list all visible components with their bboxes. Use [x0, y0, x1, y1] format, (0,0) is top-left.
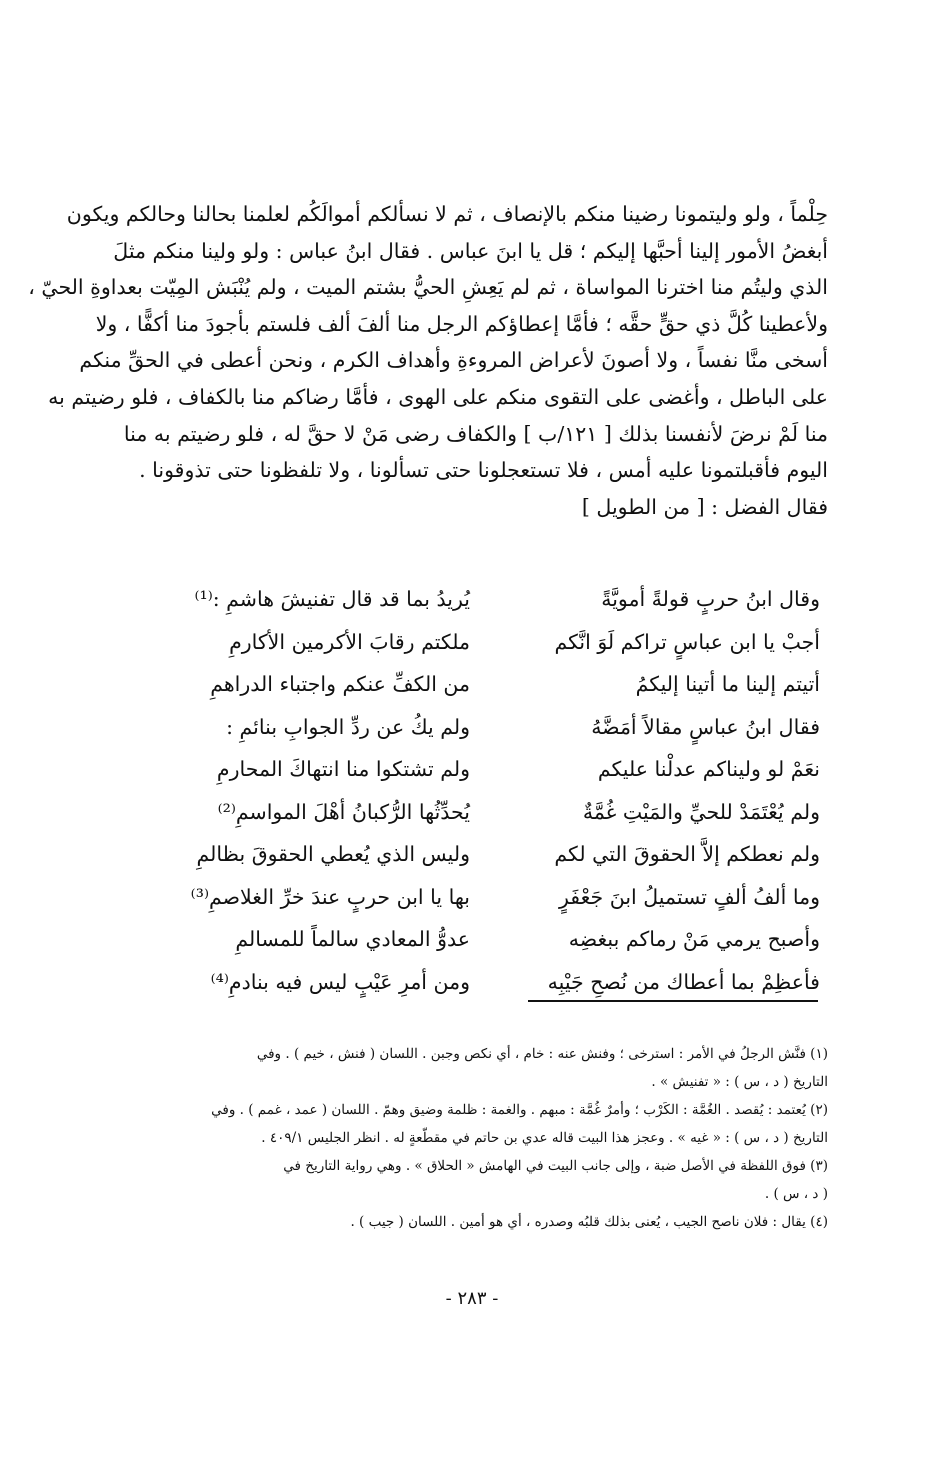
verse-second-hemistich: عدوُّ المعادي سالماً للمسالمِ	[235, 927, 470, 951]
verse-first-hemistich: أتيتم إلينا ما أتينا إليكمُ	[635, 672, 820, 696]
verse-first-hemistich: وقال ابنُ حربٍ قولةً أمويَّةً	[601, 587, 820, 611]
verse-row	[180, 961, 820, 1004]
verse-second-hemistich: ومن أمرِ عَيْبٍ ليس فيه بنادمِ⁽⁴⁾	[210, 969, 470, 994]
prose-line: أبغضُ الأمور إلينا أحبَّها إليكم ؛ قل يا ابنَ عباس . فقال ابنُ عباس : ولو ولينا منكم مثلَ	[113, 238, 828, 263]
verse-row	[180, 663, 820, 706]
prose-line: ولأعطينا كُلَّ ذي حقٍّ حقَّه ؛ فأمَّا إعطاؤكم الرجل منا ألفَ ألف فلستم بأجودَ منا أكفًّا ، ولا	[95, 311, 828, 336]
verse-row	[180, 876, 820, 919]
verse-row	[180, 578, 820, 621]
page-number: - ٢٨٣ -	[445, 1288, 499, 1309]
prose-line: اليوم فأقبلتمونا عليه أمس ، فلا تستعجلونا حتى تسألونا ، ولا تلفظونا حتى تذوقونا .	[139, 458, 828, 483]
verse-second-hemistich: من الكفِّ عنكم واجتباء الدراهمِ	[210, 672, 470, 696]
verse-row	[180, 621, 820, 664]
verse-second-hemistich: ولم يكُ عن ردِّ الجوابِ بنائمِ :	[226, 714, 470, 739]
verse-second-hemistich: يُريدُ بما قد قال تفنيشَ هاشمِ :⁽¹⁾	[194, 587, 470, 611]
footnote-line: (٢) يُعتمد : يُقصد . الغُمَّة : الكَرْب ؛ وأمرٌ غُمَّة : مبهم . والغمة : ظلمة وضيق وهمّ . اللسان ( عمد ، غمم ) . وفي	[211, 1102, 828, 1118]
prose-paragraph	[28, 196, 828, 525]
verse-row	[180, 918, 820, 961]
footnote-line: ( د ، س ) .	[764, 1186, 828, 1202]
verse-first-hemistich: فأعظِمْ بما أعطاك من نُصحِ جَيْبِه	[547, 969, 820, 994]
verse-row	[180, 791, 820, 834]
verse-first-hemistich: ولم نعطكم إلاَّ الحقوقَ التي لكم	[554, 842, 820, 866]
prose-line: الذي وليتُم منا اخترنا المواساة ، ثم لم يَعِشِ الحيُّ بشتم الميت ، ولم يُنْبَش المِيّت بعداوةِ الحيّ ،	[28, 275, 828, 300]
poem	[180, 578, 820, 1003]
verse-first-hemistich: فقال ابنُ عباسٍ مقالاً أمَضَّهُ	[591, 714, 820, 739]
footnote-line: (١) فنَّش الرجلُ في الأمر : استرخى ؛ وفنش عنه : خام ، أي نكص وجبن . اللسان ( فنش ، خيم ) . وفي	[256, 1046, 828, 1062]
verse-second-hemistich: وليس الذي يُعطي الحقوقَ بظالمِ	[196, 842, 470, 866]
prose-line: منا لَمْ نرضَ لأنفسنا بذلك [ ١٢١/ب ] والكفاف رضى مَنْ لا حقَّ له ، فلو رضيتم به منا	[123, 421, 828, 446]
verse-first-hemistich: وما ألفُ ألفٍ تستميلُ ابنَ جَعْفَرٍ	[558, 884, 820, 909]
verse-first-hemistich: وأصبح يرمي مَنْ رماكم ببغضِه	[568, 927, 820, 951]
verse-second-hemistich: ولم تشتكوا منا انتهاكَ المحارمِ	[216, 757, 470, 781]
verse-first-hemistich: نعَمْ لو وليناكم عدلْنا عليكم	[597, 757, 820, 781]
verse-row	[180, 833, 820, 876]
prose-line: على الباطل ، وأغضى على التقوى منكم على الهوى ، فأمَّا رضاكم منا بالكفاف ، فلو رضيتم به	[48, 384, 828, 409]
footnote-line: (٤) يقال : فلان ناصح الجيب ، يُعنى بذلك قلبُه وصدره ، أي هو أمين . اللسان ( جيب ) .	[350, 1214, 828, 1230]
footnote-line: التاريخ ( د ، س ) : « تفنيش » .	[651, 1074, 828, 1090]
verse-first-hemistich: أجبْ يا ابن عباسٍ تراكم لَوَ انَّكم	[554, 629, 820, 654]
footnote-divider	[528, 1000, 818, 1002]
prose-line: أسخى منَّا نفساً ، ولا أصونَ لأعراض المروءةِ وأهداف الكرم ، ونحن أعطى في الحقِّ منكم	[79, 348, 828, 373]
footnote-line: التاريخ ( د ، س ) : « غيه » . وعجز هذا البيت قاله عدي بن حاتم في مقطّعةٍ له . انظر الجليس ٤٠٩/١ .	[261, 1130, 828, 1146]
verse-row	[180, 748, 820, 791]
verse-second-hemistich: بها يا ابن حربٍ عندَ خرِّ الغلاصمِ⁽³⁾	[190, 884, 470, 909]
footnotes	[128, 1040, 828, 1236]
verse-first-hemistich: ولم يُعْتَمَدْ للحيِّ والمَيْتِ غُمَّةٌ	[582, 799, 820, 824]
footnote-line: (٣) فوق اللفظة في الأصل ضبة ، وإلى جانب البيت في الهامش « الحلاق » . وهي رواية التاريخ في	[283, 1158, 828, 1174]
prose-line: حِلْماً ، ولو وليتمونا رضينا منكم بالإنصاف ، ثم لا نسألكم أموالَكُم لعلمنا بحالنا وحالكم ويكون	[66, 202, 828, 226]
verse-second-hemistich: يُحدِّثُها الرُّكبانُ أهْلَ المواسمِ⁽²⁾	[217, 799, 470, 824]
poem-intro-line: فقال الفضل : [ من الطويل ]	[581, 494, 828, 519]
verse-row	[180, 706, 820, 749]
verse-second-hemistich: ملكتم رقابَ الأكرمين الأكارمِ	[229, 629, 470, 654]
